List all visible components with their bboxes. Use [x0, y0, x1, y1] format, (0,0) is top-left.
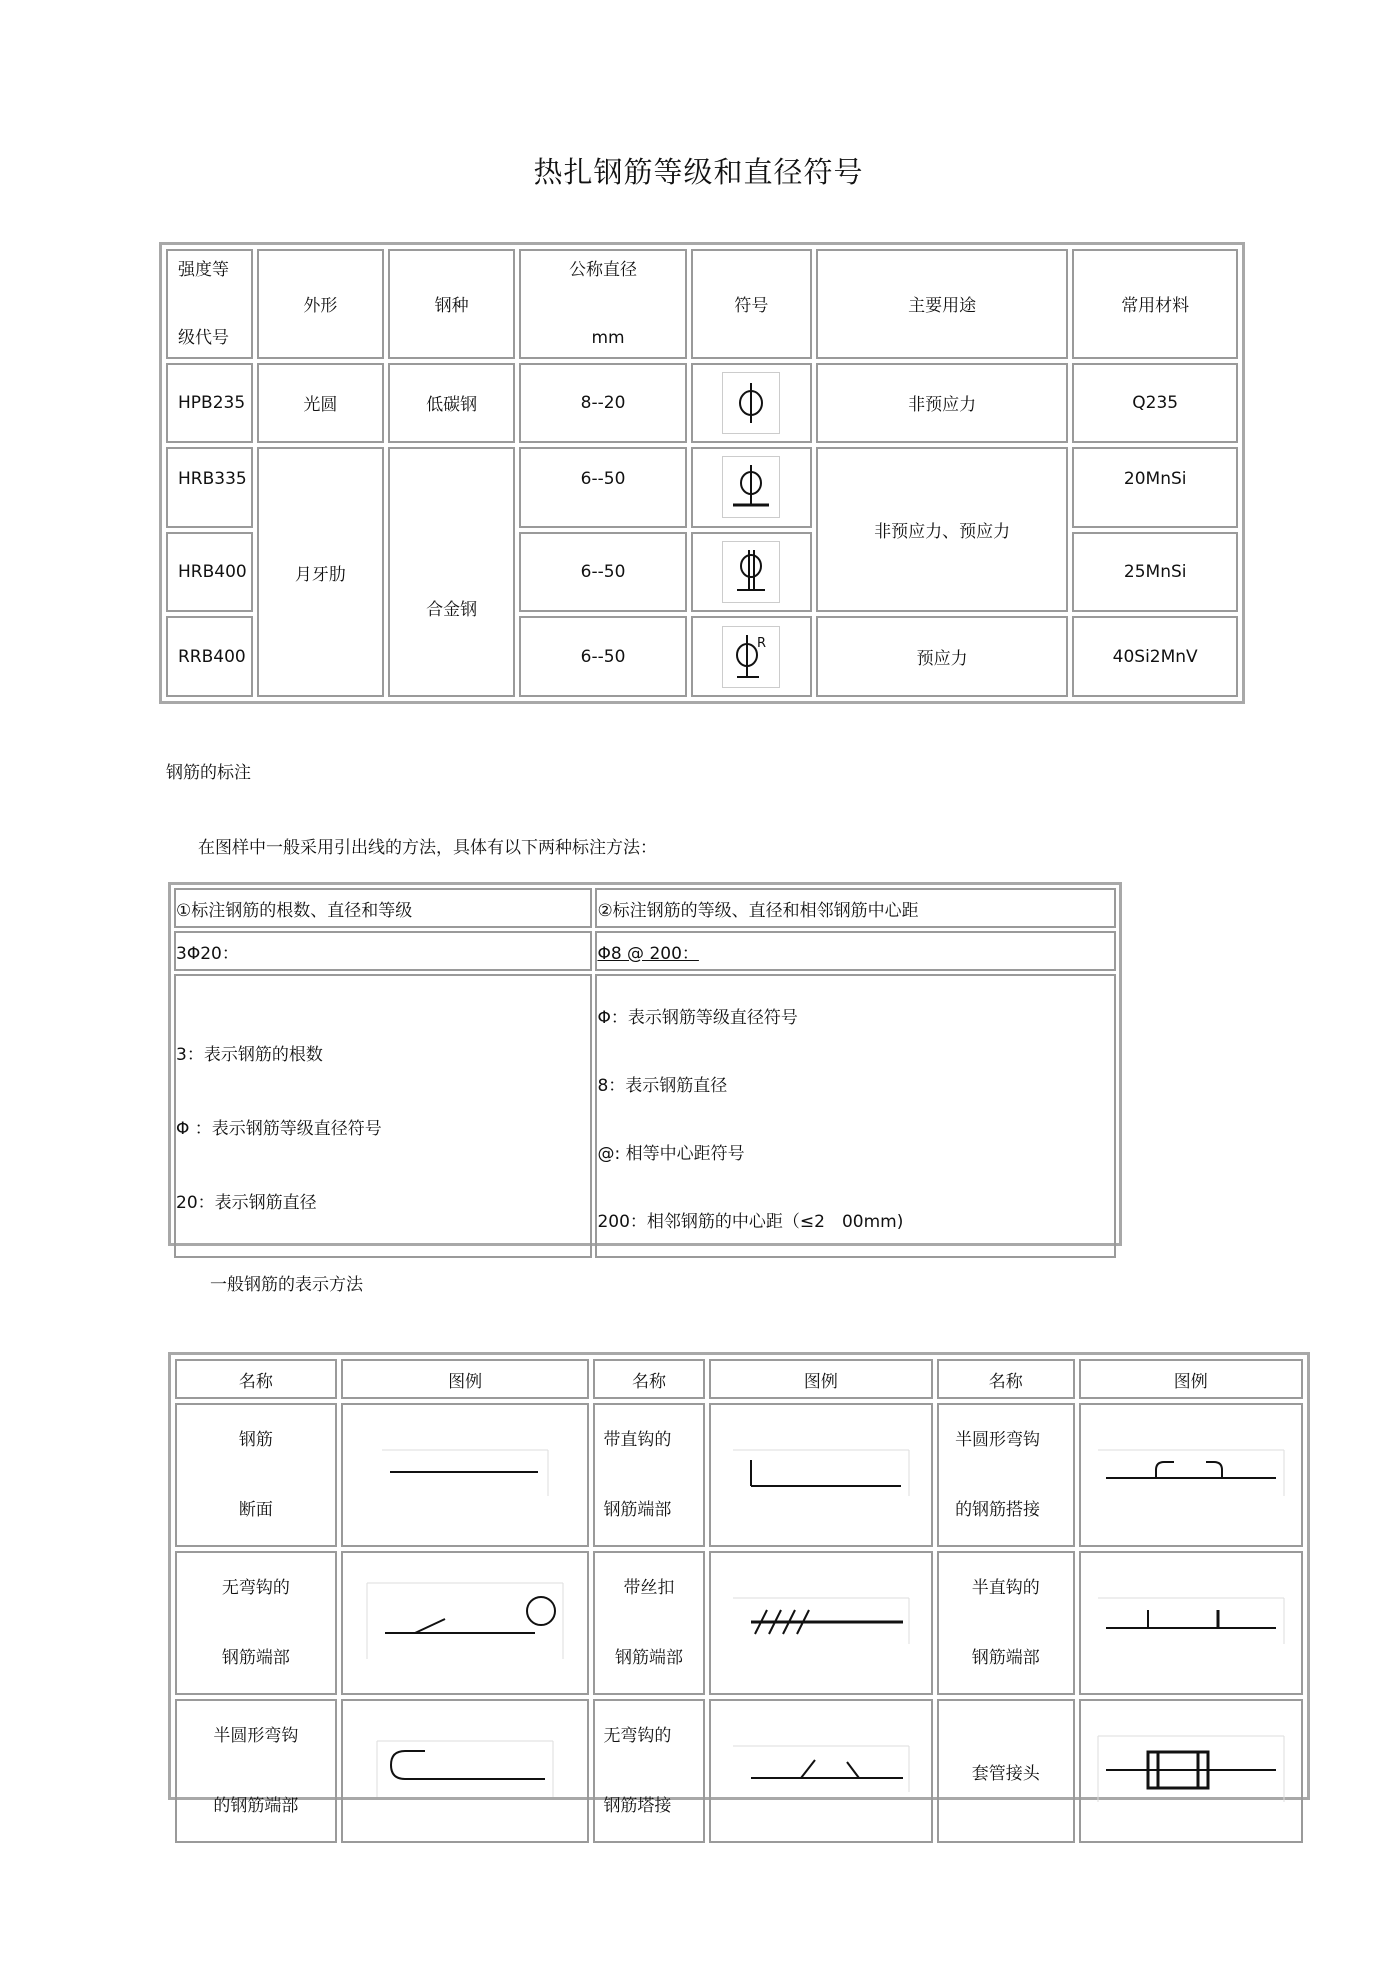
legend-figure-cell — [341, 1403, 590, 1547]
legend-figure-cell — [1079, 1699, 1303, 1843]
legend-header-figure: 图例 — [341, 1359, 590, 1399]
bar-section-icon — [380, 1448, 550, 1503]
grade-cell: RRB400 — [166, 616, 253, 697]
legend-figure-cell — [1079, 1551, 1303, 1695]
header-shape: 外形 — [257, 249, 384, 359]
legend-figure-cell — [341, 1699, 590, 1843]
sleeve-joint-icon — [1096, 1734, 1286, 1809]
no-hook-end-icon — [365, 1581, 565, 1666]
semicircle-hook-end-icon — [375, 1739, 555, 1804]
explain-spacing: 200：相邻钢筋的中心距（≤2 00mm) — [597, 1212, 904, 1232]
legend-name-cell: 带直钩的 钢筋端部 — [593, 1403, 704, 1547]
diameter-cell: 6--50 — [519, 616, 687, 697]
legend-figure-cell — [709, 1551, 933, 1695]
notation-header-2: ②标注钢筋的等级、直径和相邻钢筋中心距 — [595, 888, 1116, 928]
section-heading: 钢筋的标注 — [166, 763, 251, 783]
use-cell: 预应力 — [816, 616, 1068, 697]
phi-round-bar-icon — [722, 372, 780, 434]
use-cell: 非预应力 — [816, 363, 1068, 444]
material-cell: 20MnSi — [1072, 447, 1238, 528]
header-grade: 强度等 级代号 — [166, 249, 253, 359]
notation-example-2: Φ8 @ 200： — [595, 931, 1116, 971]
legend-figure-cell — [341, 1551, 590, 1695]
legend-name-cell: 带丝扣 钢筋端部 — [593, 1551, 704, 1695]
legend-table-frame — [168, 1352, 1310, 1816]
phi-bar-double-icon — [722, 541, 780, 603]
diameter-cell: 8--20 — [519, 363, 687, 444]
notation-left-explanation — [174, 974, 592, 1258]
phi-bar-underline-icon — [722, 456, 780, 518]
intro-text: 在图样中一般采用引出线的方法，具体有以下两种标注方法： — [198, 838, 657, 858]
legend-header-figure: 图例 — [709, 1359, 933, 1399]
header-use: 主要用途 — [816, 249, 1068, 359]
explain-symbol: Φ ：表示钢筋等级直径符号 — [176, 1119, 382, 1139]
notation-example-1: 3Φ20： — [174, 931, 592, 971]
steel-merged-cell: 合金钢 — [388, 447, 515, 697]
notation-table — [171, 885, 1119, 1261]
symbol-cell — [691, 532, 812, 613]
header-diameter: 公称直径 mm — [519, 249, 687, 359]
diameter-cell: 6--50 — [519, 532, 687, 613]
general-heading: 一般钢筋的表示方法 — [210, 1275, 363, 1295]
legend-header-name: 名称 — [175, 1359, 337, 1399]
header-steel: 钢种 — [388, 249, 515, 359]
material-cell: Q235 — [1072, 363, 1238, 444]
shape-merged-cell: 月牙肋 — [257, 447, 384, 697]
half-straight-hook-icon — [1096, 1596, 1286, 1651]
explain-symbol: Φ：表示钢筋等级直径符号 — [597, 1008, 798, 1028]
explain-spacing-symbol: @: 相等中心距符号 — [597, 1144, 745, 1164]
header-symbol: 符号 — [691, 249, 812, 359]
grade-cell: HRB335 — [166, 447, 253, 528]
legend-header-figure: 图例 — [1079, 1359, 1303, 1399]
legend-figure-cell — [709, 1699, 933, 1843]
material-cell: 40Si2MnV — [1072, 616, 1238, 697]
symbol-cell — [691, 363, 812, 444]
use-merged-cell: 非预应力、预应力 — [816, 447, 1068, 612]
grade-table-frame — [159, 242, 1245, 704]
symbol-cell — [691, 616, 812, 697]
legend-name-cell: 半圆形弯钩 的钢筋端部 — [175, 1699, 337, 1843]
legend-figure-cell — [709, 1403, 933, 1547]
material-cell: 25MnSi — [1072, 532, 1238, 613]
phi-r-bar-icon — [722, 626, 780, 688]
steel-cell: 低碳钢 — [388, 363, 515, 444]
legend-figure-cell — [1079, 1403, 1303, 1547]
legend-name-cell: 半圆形弯钩 的钢筋搭接 — [937, 1403, 1074, 1547]
grade-cell: HRB400 — [166, 532, 253, 613]
legend-name-cell: 无弯钩的 钢筋塔接 — [593, 1699, 704, 1843]
legend-header-name: 名称 — [593, 1359, 704, 1399]
header-material: 常用材料 — [1072, 249, 1238, 359]
notation-header-1: ①标注钢筋的根数、直径和等级 — [174, 888, 592, 928]
threaded-end-icon — [731, 1596, 911, 1651]
shape-cell: 光圆 — [257, 363, 384, 444]
page-title: 热扎钢筋等级和直径符号 — [533, 155, 864, 189]
symbol-cell — [691, 447, 812, 528]
explain-count: 3：表示钢筋的根数 — [176, 1045, 323, 1065]
legend-name-cell: 套管接头 — [937, 1699, 1074, 1843]
notation-right-explanation — [595, 974, 1116, 1258]
explain-diameter: 8：表示钢筋直径 — [597, 1076, 728, 1096]
legend-name-cell: 钢筋 断面 — [175, 1403, 337, 1547]
svg-text:R: R — [757, 635, 767, 651]
notation-table-frame — [168, 882, 1122, 1246]
legend-header-name: 名称 — [937, 1359, 1074, 1399]
diameter-cell: 6--50 — [519, 447, 687, 528]
legend-name-cell: 半直钩的 钢筋端部 — [937, 1551, 1074, 1695]
legend-table — [171, 1355, 1307, 1847]
grade-table — [162, 245, 1242, 701]
straight-hook-end-icon — [731, 1448, 911, 1503]
legend-name-cell: 无弯钩的 钢筋端部 — [175, 1551, 337, 1695]
no-hook-lap-icon — [731, 1744, 911, 1799]
semicircle-hook-lap-icon — [1096, 1448, 1286, 1503]
grade-cell: HPB235 — [166, 363, 253, 444]
explain-diameter: 20：表示钢筋直径 — [176, 1193, 317, 1213]
